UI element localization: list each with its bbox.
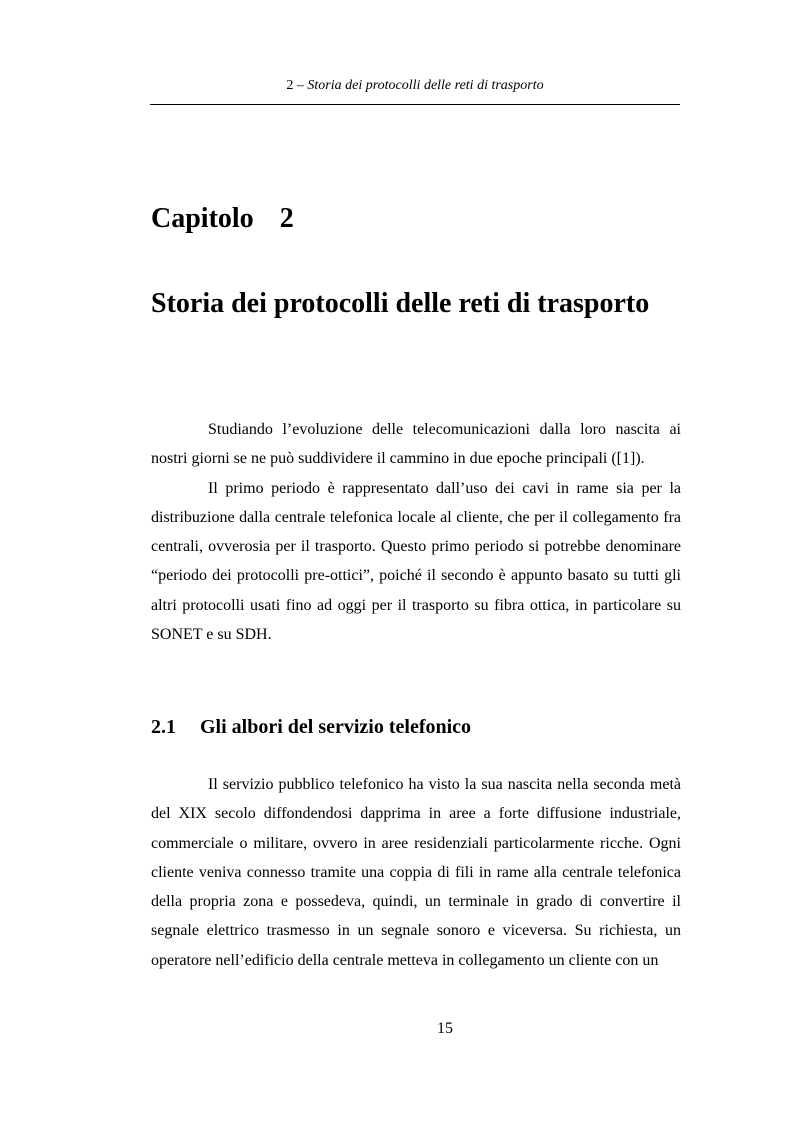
page-number: 15 <box>437 1020 453 1037</box>
chapter-title: Storia dei protocolli delle reti di trasporto <box>151 288 650 319</box>
section-text <box>151 770 681 975</box>
paragraph: Il primo periodo è rappresentato dall’uso dei cavi in rame sia per la distribuzione dalla centrale telefonica locale al cliente, che per il collegamento fra centrali, ovverosia per il trasporto. Questo primo periodo si potrebbe denominare “periodo dei protocolli pre-ottici”, poiché il secondo è appunto basato su tutti gli altri protocolli usati fino ad oggi per il trasporto su fibra ottica, in particolare su SONET e su SDH. <box>151 479 681 644</box>
chapter-word: Capitolo <box>151 203 254 234</box>
chapter-number: 2 <box>279 203 294 234</box>
section-title: Gli albori del servizio telefonico <box>200 716 472 738</box>
paragraph: Il servizio pubblico telefonico ha visto la sua nascita nella seconda metà del XIX secolo diffondendosi dapprima in aree a forte diffusione industriale, commerciale o militare, ovvero in aree residenziali particolarmente ricche. Ogni cliente veniva connesso tramite una coppia di fili in rame alla centrale telefonica della propria zona e possedeva, quindi, un terminale in grado di convertire il segnale elettrico trasmesso in un segnale sonoro e viceversa. Su richiesta, un operatore nell’edificio della centrale metteva in collegamento un cliente con un <box>151 776 681 969</box>
intro-text <box>151 415 681 649</box>
running-header-chapter: 2 – <box>286 78 304 93</box>
running-header-title: Storia dei protocolli delle reti di trasporto <box>307 78 544 93</box>
section-heading <box>151 713 471 741</box>
chapter-label <box>151 202 294 236</box>
running-header <box>150 77 680 95</box>
paragraph: Studiando l’evoluzione delle telecomunicazioni dalla loro nascita ai nostri giorni se ne può suddividere il cammino in due epoche principali ([1]). <box>151 421 681 468</box>
header-rule <box>150 104 680 105</box>
section-number: 2.1 <box>151 716 176 738</box>
